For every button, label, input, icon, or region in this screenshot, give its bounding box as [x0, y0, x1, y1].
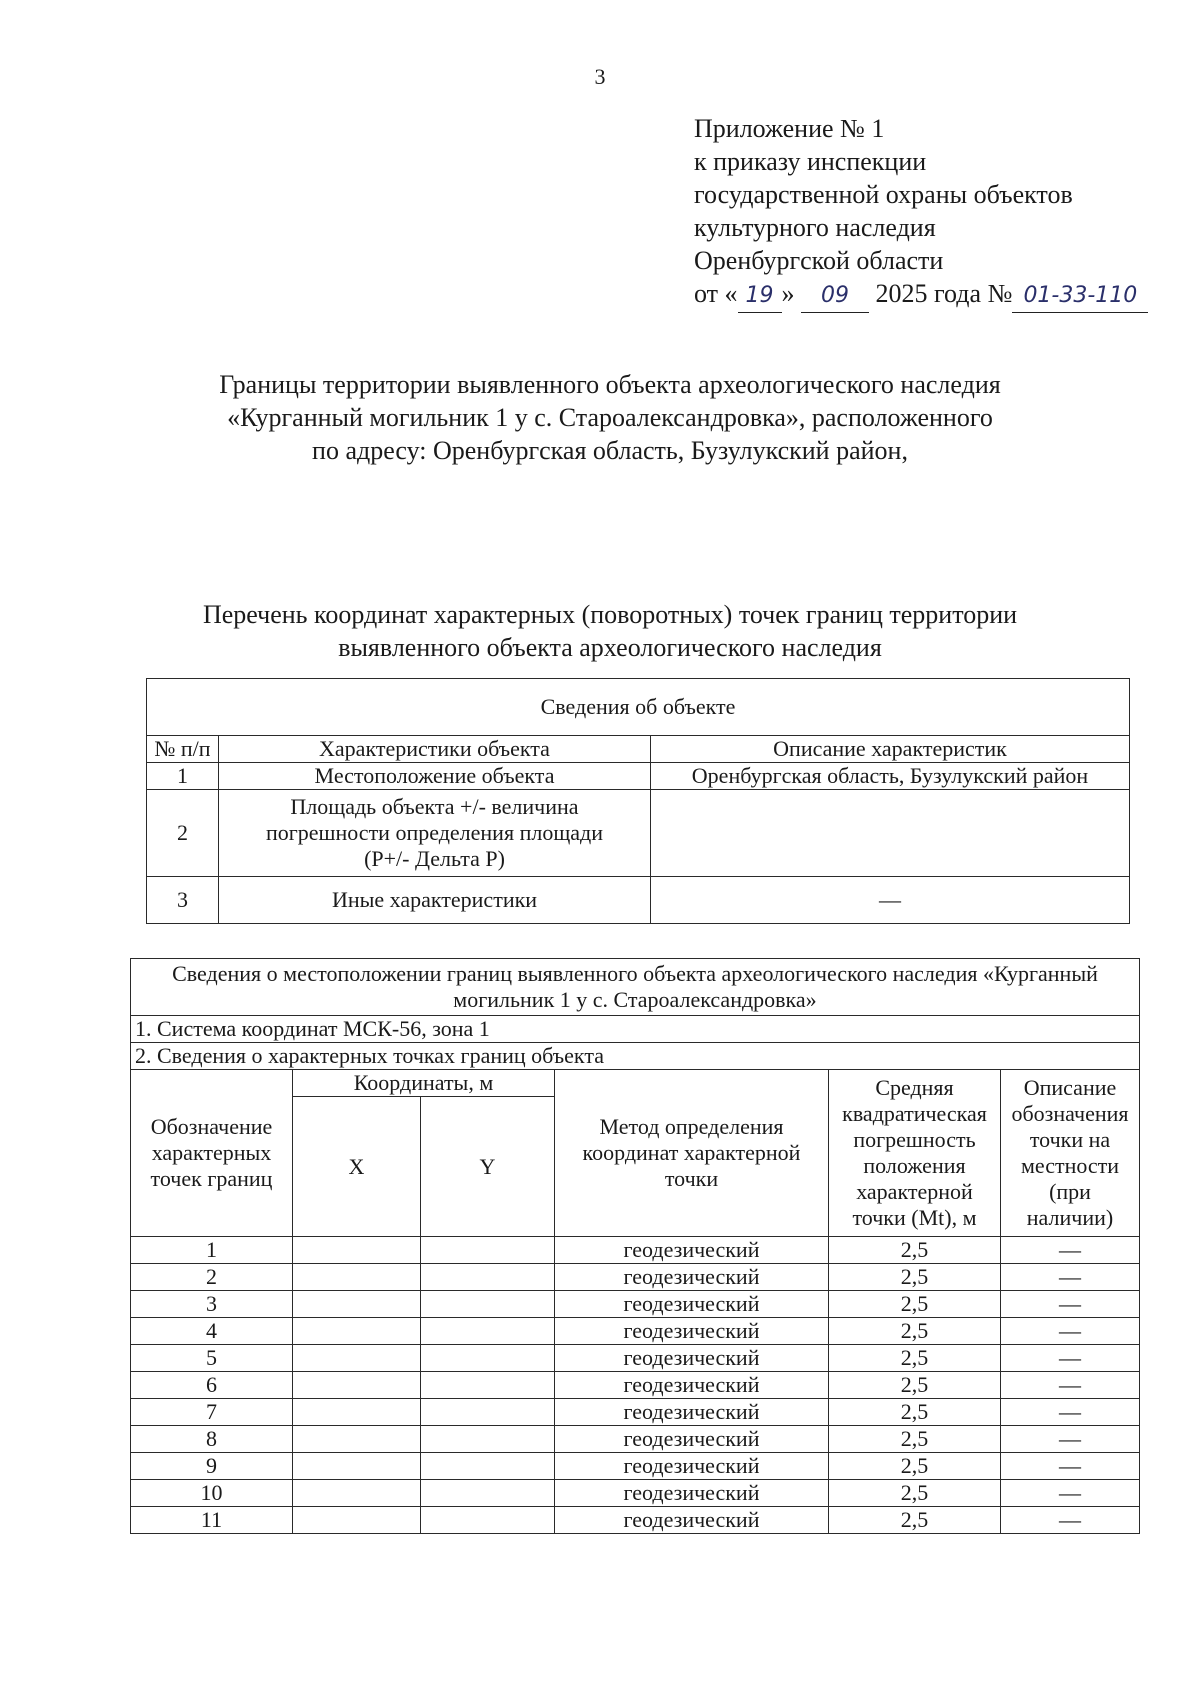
point-designation-cell: 1 — [131, 1237, 293, 1264]
date-prefix: от « — [694, 279, 738, 308]
column-header-x: X — [293, 1097, 421, 1237]
appendix-line: к приказу инспекции — [694, 147, 927, 176]
point-designation-cell: 9 — [131, 1453, 293, 1480]
x-coordinate-cell — [293, 1345, 421, 1372]
title-line: «Курганный могильник 1 у с. Староалександровка», расположенного — [227, 403, 993, 432]
method-cell: геодезический — [555, 1237, 829, 1264]
accuracy-cell: 2,5 — [829, 1318, 1001, 1345]
table-row — [131, 1480, 1140, 1507]
y-coordinate-cell — [421, 1453, 555, 1480]
column-header-y: Y — [421, 1097, 555, 1237]
x-coordinate-cell — [293, 1507, 421, 1534]
row-characteristic: Иные характеристики — [219, 877, 651, 924]
column-header-description: Описание характеристик — [651, 736, 1130, 763]
appendix-line: Приложение № 1 — [694, 114, 885, 143]
point-designation-cell: 6 — [131, 1372, 293, 1399]
point-designation-cell: 2 — [131, 1264, 293, 1291]
row-description — [651, 790, 1130, 877]
document-title — [150, 368, 1070, 467]
point-designation-cell: 8 — [131, 1426, 293, 1453]
y-coordinate-cell — [421, 1291, 555, 1318]
method-cell: геодезический — [555, 1507, 829, 1534]
point-description-cell: — — [1001, 1291, 1140, 1318]
method-cell: геодезический — [555, 1372, 829, 1399]
x-coordinate-cell — [293, 1453, 421, 1480]
table-row — [131, 1318, 1140, 1345]
page-number: 3 — [594, 64, 606, 89]
subtitle-line: Перечень координат характерных (поворотных) точек границ территории — [202, 600, 1018, 629]
column-header-num: № п/п — [147, 736, 219, 763]
accuracy-cell: 2,5 — [829, 1237, 1001, 1264]
point-designation-cell: 10 — [131, 1480, 293, 1507]
x-coordinate-cell — [293, 1291, 421, 1318]
y-coordinate-cell — [421, 1264, 555, 1291]
point-description-cell: — — [1001, 1237, 1140, 1264]
table-row — [131, 1345, 1140, 1372]
point-description-cell: — — [1001, 1399, 1140, 1426]
table-row — [131, 1399, 1140, 1426]
y-coordinate-cell — [421, 1480, 555, 1507]
y-coordinate-cell — [421, 1345, 555, 1372]
order-number: 01-33-110 — [1012, 279, 1148, 313]
column-header-characteristic: Характеристики объекта — [219, 736, 651, 763]
accuracy-cell: 2,5 — [829, 1480, 1001, 1507]
row-description: Оренбургская область, Бузулукский район — [651, 763, 1130, 790]
coordinates-list-title — [150, 598, 1070, 664]
method-cell: геодезический — [555, 1264, 829, 1291]
point-designation-cell: 11 — [131, 1507, 293, 1534]
method-cell: геодезический — [555, 1345, 829, 1372]
x-coordinate-cell — [293, 1372, 421, 1399]
point-designation-cell: 3 — [131, 1291, 293, 1318]
accuracy-cell: 2,5 — [829, 1507, 1001, 1534]
column-header-coordinates: Координаты, м — [293, 1070, 555, 1097]
method-cell: геодезический — [555, 1426, 829, 1453]
point-designation-cell: 7 — [131, 1399, 293, 1426]
point-description-cell: — — [1001, 1480, 1140, 1507]
subtitle-line: выявленного объекта археологического наследия — [338, 633, 882, 662]
method-cell: геодезический — [555, 1318, 829, 1345]
boundary-location-table — [130, 958, 1140, 1534]
title-line: Границы территории выявленного объекта археологического наследия — [219, 370, 1001, 399]
y-coordinate-cell — [421, 1372, 555, 1399]
column-header-method: Метод определения координат характерной точки — [555, 1070, 829, 1237]
point-description-cell: — — [1001, 1426, 1140, 1453]
date-close: » — [781, 279, 795, 308]
x-coordinate-cell — [293, 1480, 421, 1507]
appendix-block — [694, 112, 1148, 313]
accuracy-cell: 2,5 — [829, 1264, 1001, 1291]
method-cell: геодезический — [555, 1480, 829, 1507]
accuracy-cell: 2,5 — [829, 1453, 1001, 1480]
appendix-line: культурного наследия — [694, 213, 936, 242]
point-description-cell: — — [1001, 1453, 1140, 1480]
accuracy-cell: 2,5 — [829, 1291, 1001, 1318]
method-cell: геодезический — [555, 1453, 829, 1480]
row-characteristic: Местоположение объекта — [219, 763, 651, 790]
x-coordinate-cell — [293, 1318, 421, 1345]
table-row — [131, 1291, 1140, 1318]
accuracy-cell: 2,5 — [829, 1399, 1001, 1426]
order-year: 2025 года № — [875, 279, 1013, 308]
x-coordinate-cell — [293, 1264, 421, 1291]
location-table-header: Сведения о местоположении границ выявленного объекта археологического наследия «Курганный могильник 1 у с. Староалександровка» — [131, 959, 1140, 1016]
accuracy-cell: 2,5 — [829, 1372, 1001, 1399]
appendix-line: Оренбургской области — [694, 246, 944, 275]
point-description-cell: — — [1001, 1318, 1140, 1345]
table-row — [131, 1453, 1140, 1480]
y-coordinate-cell — [421, 1399, 555, 1426]
order-month: 09 — [801, 279, 869, 313]
accuracy-cell: 2,5 — [829, 1426, 1001, 1453]
point-designation-cell: 5 — [131, 1345, 293, 1372]
row-description: — — [651, 877, 1130, 924]
y-coordinate-cell — [421, 1426, 555, 1453]
table-row — [131, 1507, 1140, 1534]
row-num: 3 — [147, 877, 219, 924]
point-description-cell: — — [1001, 1264, 1140, 1291]
title-line: по адресу: Оренбургская область, Бузулукский район, — [312, 436, 908, 465]
table-row — [131, 1237, 1140, 1264]
points-section-header: 2. Сведения о характерных точках границ объекта — [131, 1043, 1140, 1070]
y-coordinate-cell — [421, 1507, 555, 1534]
table-row — [131, 1426, 1140, 1453]
appendix-line: государственной охраны объектов — [694, 180, 1073, 209]
x-coordinate-cell — [293, 1399, 421, 1426]
coordinate-system: 1. Система координат МСК-56, зона 1 — [131, 1016, 1140, 1043]
row-characteristic: Площадь объекта +/- величина погрешности определения площади (Р+/- Дельта Р) — [219, 790, 651, 877]
point-description-cell: — — [1001, 1507, 1140, 1534]
order-day: 19 — [738, 279, 782, 313]
object-table-header: Сведения об объекте — [147, 679, 1130, 736]
table-row — [131, 1372, 1140, 1399]
point-description-cell: — — [1001, 1372, 1140, 1399]
point-designation-cell: 4 — [131, 1318, 293, 1345]
order-date-line — [694, 277, 1148, 313]
method-cell: геодезический — [555, 1399, 829, 1426]
row-num: 2 — [147, 790, 219, 877]
x-coordinate-cell — [293, 1426, 421, 1453]
y-coordinate-cell — [421, 1318, 555, 1345]
y-coordinate-cell — [421, 1237, 555, 1264]
point-description-cell: — — [1001, 1345, 1140, 1372]
method-cell: геодезический — [555, 1291, 829, 1318]
row-num: 1 — [147, 763, 219, 790]
accuracy-cell: 2,5 — [829, 1345, 1001, 1372]
column-header-designation: Обозначение характерных точек границ — [131, 1070, 293, 1237]
column-header-point-description: Описание обозначения точки на местности (при наличии) — [1001, 1070, 1140, 1237]
x-coordinate-cell — [293, 1237, 421, 1264]
object-info-table — [146, 678, 1130, 924]
table-row — [131, 1264, 1140, 1291]
column-header-accuracy: Средняя квадратическая погрешность положения характерной точки (Mt), м — [829, 1070, 1001, 1237]
